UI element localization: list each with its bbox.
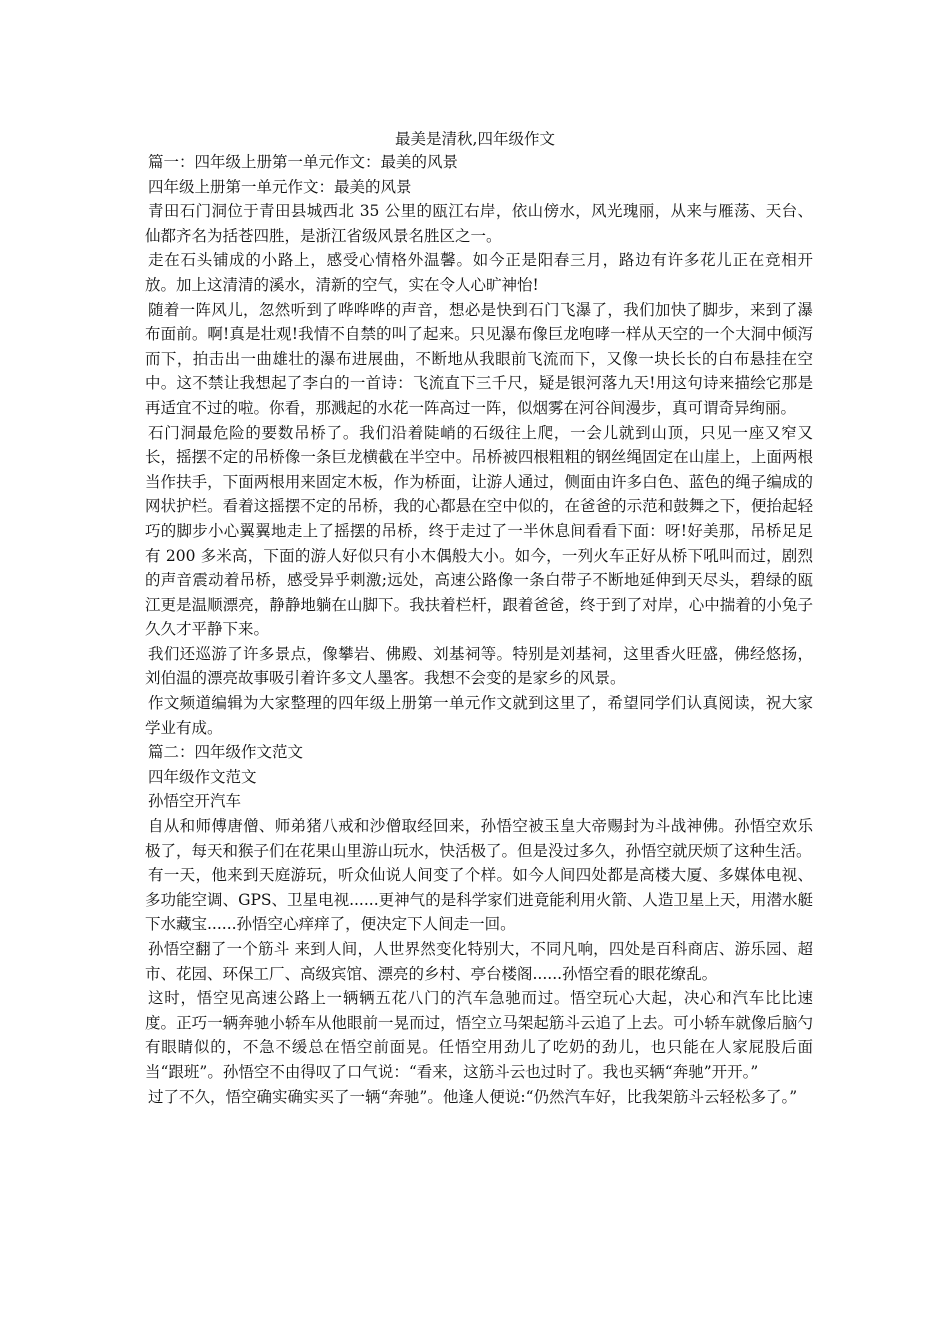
- section-subtitle: 四年级上册第一单元作文：最美的风景: [148, 177, 412, 196]
- paragraph: 随着一阵风儿，忽然听到了哗哗哗的声音，想必是快到石门飞瀑了，我们加快了脚步，来到了瀑布面前。啊!真是壮观!我情不自禁的叫了起来。只见瀑布像巨龙咆哮一样从天空的一个大洞中倾泻而下，拍击出一曲雄壮的瀑布进展曲，不断地从我眼前飞流而下，又像一块长长的白布悬挂在空中。这不禁让我想起了李白的一首诗：飞流直下三千尺，疑是银河落九天!用这句诗来描绘它那是再适宜不过的啦。你看，那溅起的水花一阵高过一阵，似烟雾在河谷间漫步，真可谓奇异绚丽。: [145, 300, 813, 417]
- document-body: [145, 150, 813, 1109]
- paragraph: 有一天，他来到天庭游玩，听众仙说人间变了个样。如今人间四处都是高楼大厦、多媒体电视、多功能空调、GPS、卫星电视......更神气的是科学家们进竟能利用火箭、人造卫星上天，用潜水艇下水藏宝......孙悟空心痒痒了，便决定下人间走一回。: [145, 866, 813, 934]
- section-heading: 篇二：四年级作文范文: [148, 743, 304, 762]
- section-subtitle: 四年级作文范文: [148, 767, 257, 786]
- section-heading: 篇一：四年级上册第一单元作文：最美的风景: [148, 153, 459, 171]
- paragraph: 青田石门洞位于青田县城西北 35 公里的瓯江右岸，依山傍水，风光瑰丽，从来与雁荡、天台、仙都齐名为括苍四胜，是浙江省级风景名胜区之一。: [145, 202, 813, 245]
- paragraph: 这时，悟空见高速公路上一辆辆五花八门的汽车急驰而过。悟空玩心大起，决心和汽车比比速度。正巧一辆奔驰小轿车从他眼前一晃而过，悟空立马架起筋斗云追了上去。可小轿车就像后脑勺有眼睛似的，不急不缓总在悟空前面晃。任悟空用劲儿了吃奶的劲儿，也只能在人家屁股后面当“跟班”。孙悟空不由得叹了口气说：“看来，这筋斗云也过时了。我也买辆“奔驰”开开。”: [145, 989, 813, 1081]
- paragraph: 走在石头铺成的小路上，感受心情格外温馨。如今正是阳春三月，路边有许多花儿正在竞相开放。加上这清清的溪水，清新的空气，实在令人心旷神怡!: [145, 251, 813, 294]
- paragraph: 过了不久，悟空确实确实买了一辆“奔驰”。他逢人便说:“仍然汽车好，比我架筋斗云轻松多了。”: [148, 1087, 798, 1106]
- paragraph: 我们还巡游了许多景点，像攀岩、佛殿、刘基祠等。特别是刘基祠，这里香火旺盛，佛经悠扬，刘伯温的漂亮故事吸引着许多文人墨客。我想不会变的是家乡的风景。: [145, 644, 813, 688]
- essay-title: 孙悟空开汽车: [148, 792, 242, 811]
- document-title: 最美是清秋,四年级作文: [395, 130, 555, 148]
- paragraph: 作文频道编辑为大家整理的四年级上册第一单元作文就到这里了，希望同学们认真阅读，祝大家学业有成。: [145, 694, 813, 737]
- paragraph: 自从和师傅唐僧、师弟猪八戒和沙僧取经回来，孙悟空被玉皇大帝赐封为斗战神佛。孙悟空欢乐极了，每天和猴子们在花果山里游山玩水，快活极了。但是没过多久，孙悟空就厌烦了这种生活。: [145, 817, 813, 860]
- paragraph: 孙悟空翻了一个筋斗 来到人间，人世界然变化特别大，不同凡响，四处是百科商店、游乐园、超市、花园、环保工厂、高级宾馆、漂亮的乡村、亭台楼阁......孙悟空看的眼花缭乱。: [145, 940, 813, 983]
- paragraph: 石门洞最危险的要数吊桥了。我们沿着陡峭的石级往上爬，一会儿就到山顶，只见一座又窄又长，摇摆不定的吊桥像一条巨龙横截在半空中。吊桥被四根粗粗的钢丝绳固定在山崖上，上面两根当作扶手，下面两根用来固定木板，作为桥面，让游人通过，侧面由许多白色、蓝色的绳子编成的网状护栏。看着这摇摆不定的吊桥，我的心都悬在空中似的，在爸爸的示范和鼓舞之下，便抬起轻巧的脚步小心翼翼地走上了摇摆的吊桥，终于走过了一半休息间看看下面：呀!好美那，吊桥足足有 200 多米高，下面的游人好似只有小木偶般大小。如今，一列火车正好从桥下吼叫而过，剧烈的声音震动着吊桥，感受异乎刺激;远处，高速公路像一条白带子不断地延伸到天尽头，碧绿的瓯江更是温顺漂亮，静静地躺在山脚下。我扶着栏杆，跟着爸爸，终于到了对岸，心中揣着的小兔子久久才平静下来。: [145, 423, 813, 639]
